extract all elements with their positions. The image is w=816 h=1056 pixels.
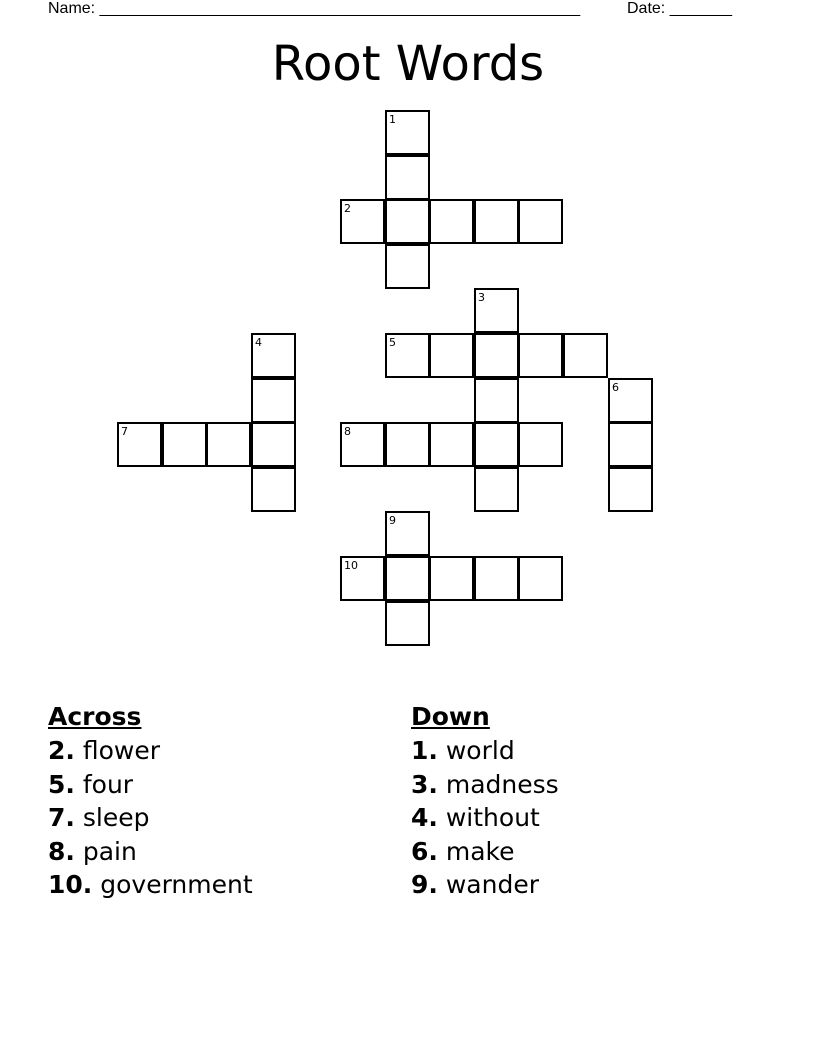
date-field-label: Date: _______ — [627, 0, 732, 17]
clue-down-9 — [411, 868, 559, 902]
crossword-cell[interactable] — [251, 333, 296, 378]
clue-down-3 — [411, 768, 559, 802]
crossword-cell[interactable] — [429, 556, 474, 601]
crossword-cell[interactable] — [385, 244, 430, 289]
clue-text: wander — [445, 870, 539, 899]
down-clues — [411, 700, 559, 902]
cell-number: 2 — [344, 202, 351, 215]
cell-number: 8 — [344, 425, 351, 438]
crossword-cell[interactable] — [206, 422, 251, 467]
clue-down-6 — [411, 835, 559, 869]
cell-number: 3 — [478, 291, 485, 304]
crossword-cell[interactable] — [429, 333, 474, 378]
clue-text: madness — [445, 769, 559, 799]
crossword-cell[interactable] — [385, 511, 430, 556]
crossword-cell[interactable] — [518, 199, 563, 244]
crossword-cell[interactable] — [251, 422, 296, 467]
clue-number: 5. — [48, 769, 75, 799]
crossword-cell[interactable] — [474, 422, 519, 467]
crossword-cell[interactable] — [385, 155, 430, 200]
crossword-cell[interactable] — [518, 333, 563, 378]
cell-number: 7 — [121, 425, 128, 438]
across-heading: Across — [48, 702, 142, 731]
clue-number: 7. — [48, 803, 75, 832]
clue-number: 2. — [48, 736, 75, 765]
clue-across-10 — [48, 868, 253, 902]
crossword-cell[interactable] — [340, 422, 385, 467]
clue-text: sleep — [82, 803, 150, 832]
clue-number: 1. — [411, 736, 438, 765]
clue-text: flower — [82, 736, 161, 765]
cell-number: 5 — [389, 336, 396, 349]
crossword-cell[interactable] — [385, 556, 430, 601]
crossword-cell[interactable] — [251, 378, 296, 423]
clue-text: make — [445, 836, 515, 866]
crossword-cell[interactable] — [117, 422, 162, 467]
crossword-cell[interactable] — [474, 556, 519, 601]
crossword-cell[interactable] — [162, 422, 207, 467]
clue-number: 10. — [48, 870, 93, 899]
clue-down-1 — [411, 734, 559, 768]
clue-number: 6. — [411, 836, 438, 866]
cell-number: 10 — [344, 559, 358, 572]
cell-number: 6 — [612, 381, 619, 394]
crossword-cell[interactable] — [429, 422, 474, 467]
clue-number: 4. — [411, 803, 438, 832]
across-clues — [48, 700, 253, 902]
clue-across-8 — [48, 835, 253, 869]
crossword-cell[interactable] — [385, 333, 430, 378]
crossword-cell[interactable] — [608, 422, 653, 467]
clue-across-5 — [48, 768, 253, 802]
crossword-cell[interactable] — [608, 467, 653, 512]
cell-number: 1 — [389, 113, 396, 126]
cell-number: 4 — [255, 336, 262, 349]
crossword-cell[interactable] — [474, 378, 519, 423]
crossword-cell[interactable] — [474, 288, 519, 333]
crossword-cell[interactable] — [518, 422, 563, 467]
crossword-cell[interactable] — [385, 199, 430, 244]
crossword-cell[interactable] — [518, 556, 563, 601]
clue-number: 3. — [411, 769, 438, 799]
page-title: Root Words — [271, 36, 545, 92]
clue-across-2 — [48, 734, 253, 768]
crossword-cell[interactable] — [340, 199, 385, 244]
crossword-cell[interactable] — [385, 110, 430, 155]
crossword-cell[interactable] — [474, 199, 519, 244]
clue-text: world — [445, 736, 515, 765]
clue-text: four — [82, 769, 134, 799]
clue-across-7 — [48, 801, 253, 835]
crossword-cell[interactable] — [251, 467, 296, 512]
clue-text: government — [100, 870, 253, 899]
crossword-cell[interactable] — [563, 333, 608, 378]
down-heading: Down — [411, 702, 490, 731]
crossword-cell[interactable] — [474, 333, 519, 378]
cell-number: 9 — [389, 514, 396, 527]
clue-down-4 — [411, 801, 559, 835]
crossword-cell[interactable] — [429, 199, 474, 244]
clue-number: 8. — [48, 836, 75, 866]
crossword-cell[interactable] — [385, 601, 430, 646]
crossword-cell[interactable] — [474, 467, 519, 512]
crossword-cell[interactable] — [385, 422, 430, 467]
name-field-label: Name: ______________________________________________________ — [48, 0, 581, 17]
clue-text: pain — [82, 836, 137, 866]
crossword-cell[interactable] — [340, 556, 385, 601]
clue-text: without — [445, 803, 540, 832]
clue-number: 9. — [411, 870, 438, 899]
crossword-cell[interactable] — [608, 378, 653, 423]
